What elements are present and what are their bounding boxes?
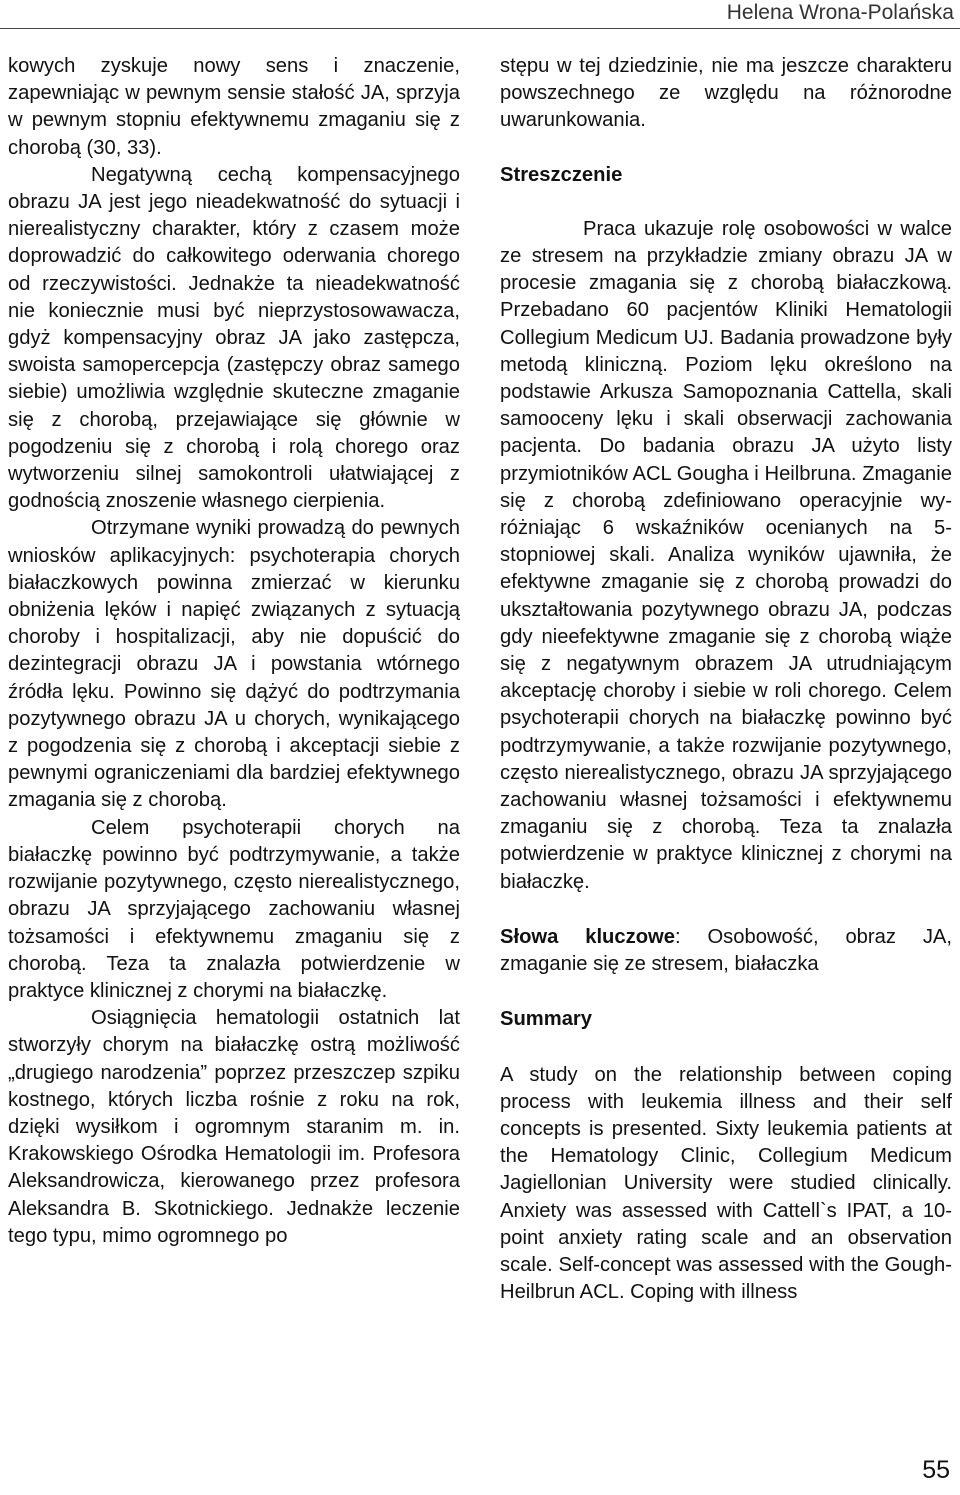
keywords-text: : Osobowość, obraz JA, zmaganie się ze stresem, białaczka <box>500 925 952 976</box>
keywords-paragraph <box>500 924 952 978</box>
running-header-author: Helena Wrona-Polańska <box>726 1 954 24</box>
keywords-label: Słowa kluczowe <box>500 925 675 948</box>
right-column <box>500 53 952 1306</box>
left-paragraph-3: Otrzymane wyniki prowadzą do pewnych wniosków aplikacyjnych: psychoterapia chorych białaczkowych powinna zmierzać w kierunku obniżenia lęków i napięć związanych z sytuacją choroby i hospitalizacji, aby nie dopuścić do dezintegracji obrazu JA i powstania wtórnego źródła lęku. Powinno się dążyć do podtrzymania pozytywnego obrazu JA u chorych, wynikającego z pogodzenia się z chorobą i akceptacji siebie z pewnymi ograniczeniami dla bardziej efektywnego zmagania się z chorobą. <box>8 517 460 812</box>
left-paragraph-2: Negatywną cechą kompensacyjnego obrazu JA jest jego nieadekwatność do sytuacji i nierealistyczny charakter, który z czasem może doprowadzić do całkowitego oderwania chorego od rzeczywistości. Jednakże ta nieadekwatność nie koniecznie musi być nieprzystosowawacza, gdyż kompensacyjny obraz JA jako zastępcza, swoista samopercepcja (zastępczy obraz samego siebie) umożliwia względnie skuteczne zmaganie się z chorobą, przejawiające się głównie w pogodzeniu się z chorobą i rolą chorego oraz wytworzeniu silnej samokontroli ułatwiającej z godnością znoszenie własnego cierpienia. <box>8 163 460 513</box>
header-rule <box>0 28 960 29</box>
left-paragraph-1: kowych zyskuje nowy sens i znaczenie, zapewniając w pewnym sensie stałość JA, sprzyja w pewnym stopniu efektywnemu zmaganiu się z chorobą (30, 33). <box>8 55 460 159</box>
left-paragraph-4: Celem psychoterapii chorych na białaczkę powinno być podtrzymywanie, a także rozwijanie pozytywnego, często nierealistycznego, obrazu JA sprzyjającego zachowaniu własnej tożsamości i efektywnemu zmaganiu się z chorobą. Teza ta znalazła potwierdzenie w praktyce klinicznej z chorymi na białaczkę. <box>8 816 460 1002</box>
right-continuation-paragraph: stępu w tej dziedzinie, nie ma jeszcze charakteru powszechnego ze względu na różnorodne uwarunkowania. <box>500 55 952 132</box>
summary-heading: Summary <box>500 1008 593 1031</box>
left-column <box>8 53 460 1250</box>
page-number: 55 <box>922 1456 950 1484</box>
spacer <box>500 135 952 162</box>
spacer <box>500 1034 952 1062</box>
streszczenie-paragraph: Praca ukazuje rolę osobowości w walce ze stresem na przykładzie zmiany obrazu JA w procesie zmagania się z chorobą białaczkową. Przebadano 60 pacjentów Kliniki Hematologii Collegium Medicum UJ. Badania prowadzone były metodą kliniczną. Poziom lęku określono na podstawie Arkusza Samopoznania Cattella, skali samooceny lęku i skali obserwacji zachowania pacjenta. Do badania obrazu JA użyto listy przymiotników ACL Gougha i Heilbruna. Zmaganie się z chorobą zdefiniowano operacyjnie wyróżniając 6 wskaźników ocenianych na 5-stopniowej skali. Analiza wyników ujawniła, że efektywne zmaganie się z chorobą prowadzi do ukształtowania pozytywnego obrazu JA, podczas gdy nieefektywne zmaganie się z chorobą wiąże się z negatywnym obrazem JA utrudniającym akceptację choroby i siebie w roli chorego. Celem psychoterapii chorych na białaczkę powinno być podtrzymywanie, a także rozwijanie pozytywnego, często nierealistycznego, obrazu JA sprzyjającego zachowaniu własnej tożsamości i efektywnemu zmaganiu się z chorobą. Teza ta znalazła potwierdzenie w praktyce klinicznej z chorymi na białaczkę. <box>500 217 952 893</box>
streszczenie-heading: Streszczenie <box>500 163 623 186</box>
left-paragraph-5: Osiągnięcia hematologii ostatnich lat stworzyły chorym na białaczkę ostrą możliwość „drugiego narodzenia” poprzez przeszczep szpiku kostnego, których liczba rośnie z roku na rok, dzięki wysiłkom i ogromnym staranim m. in. Krakowskiego Ośrodka Hematologii im. Profesora Aleksandrowicza, kierowanego przez profesora Aleksandra B. Skotnickiego. Jednakże leczenie tego typu, mimo ogromnego po <box>8 1007 460 1247</box>
spacer <box>500 189 952 216</box>
summary-paragraph: A study on the relationship between coping process with leukemia illness and their self concepts is presented. Sixty leukemia patients at the Hematology Clinic, Collegium Medicum Jagiellonian University were studied clinically. Anxiety was assessed with Cattell`s IPAT, a 10-point anxiety rating scale and an observation scale. Self-concept was assessed with the Gough-Heilbrun ACL. Coping with illness <box>500 1063 952 1304</box>
spacer <box>500 896 952 924</box>
spacer <box>500 978 952 1006</box>
